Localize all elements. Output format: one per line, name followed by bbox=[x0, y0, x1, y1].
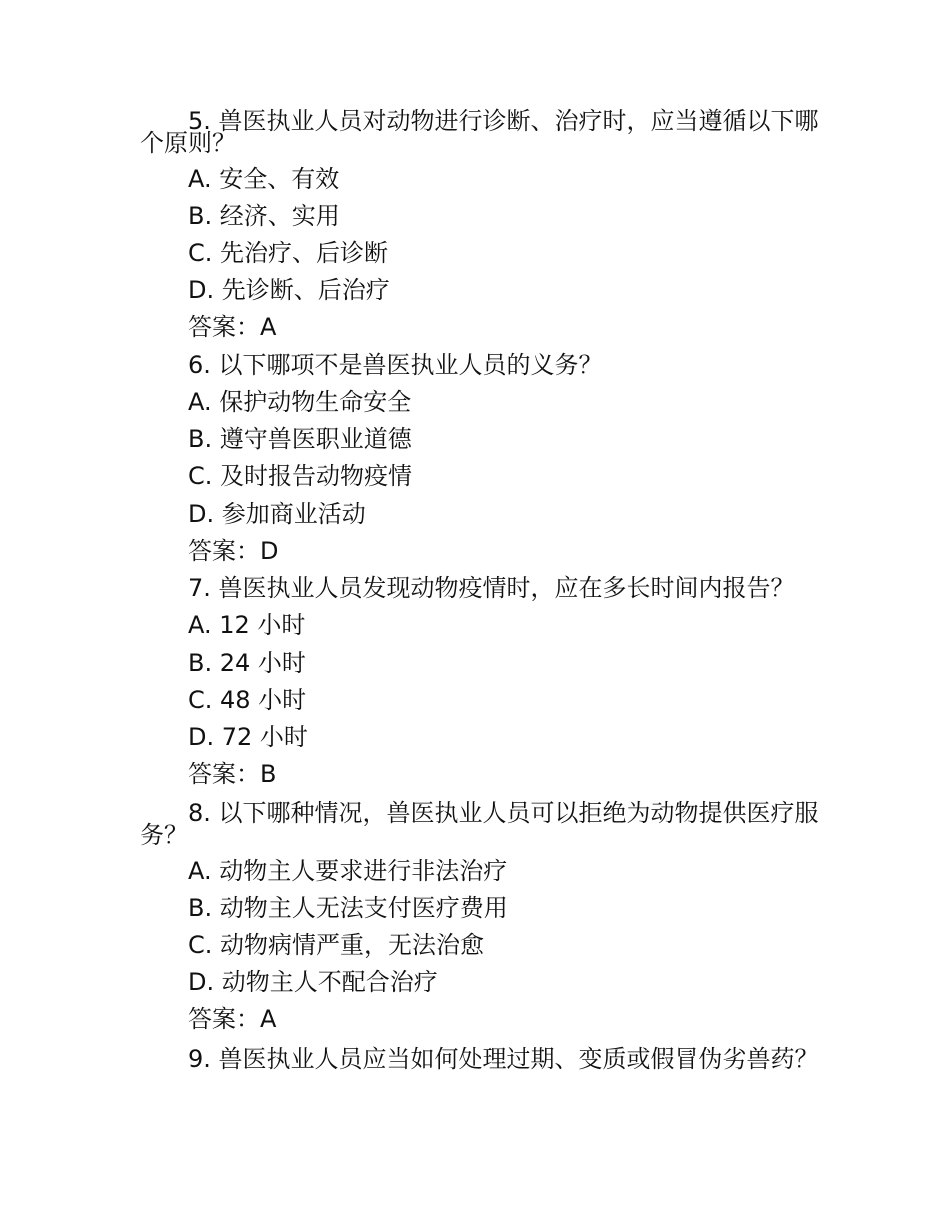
option-6-a: A. 保护动物生命安全 bbox=[188, 388, 412, 416]
option-6-b: B. 遵守兽医职业道德 bbox=[188, 425, 412, 453]
answer-6: 答案：D bbox=[188, 537, 279, 565]
option-8-c: C. 动物病情严重，无法治愈 bbox=[188, 931, 485, 959]
option-5-b: B. 经济、实用 bbox=[188, 202, 340, 230]
question-8: 8. 以下哪种情况，兽医执业人员可以拒绝为动物提供医疗服务？ bbox=[140, 799, 819, 849]
question-9: 9. 兽医执业人员应当如何处理过期、变质或假冒伪劣兽药？ bbox=[188, 1045, 819, 1073]
option-8-d: D. 动物主人不配合治疗 bbox=[188, 968, 438, 996]
option-5-d: D. 先诊断、后治疗 bbox=[188, 276, 390, 304]
option-8-b: B. 动物主人无法支付医疗费用 bbox=[188, 894, 508, 922]
option-7-d: D. 72 小时 bbox=[188, 723, 308, 751]
question-7: 7. 兽医执业人员发现动物疫情时，应在多长时间内报告？ bbox=[188, 574, 795, 602]
option-6-c: C. 及时报告动物疫情 bbox=[188, 462, 413, 490]
question-5: 5. 兽医执业人员对动物进行诊断、治疗时，应当遵循以下哪个原则？ bbox=[140, 107, 819, 157]
option-5-a: A. 安全、有效 bbox=[188, 165, 340, 193]
question-6: 6. 以下哪项不是兽医执业人员的义务？ bbox=[188, 351, 603, 379]
answer-8: 答案：A bbox=[188, 1005, 277, 1033]
answer-7: 答案：B bbox=[188, 760, 277, 788]
option-5-c: C. 先治疗、后诊断 bbox=[188, 239, 389, 267]
answer-5: 答案：A bbox=[188, 313, 277, 341]
option-6-d: D. 参加商业活动 bbox=[188, 500, 366, 528]
option-7-a: A. 12 小时 bbox=[188, 611, 306, 639]
option-7-c: C. 48 小时 bbox=[188, 686, 307, 714]
option-7-b: B. 24 小时 bbox=[188, 649, 306, 677]
option-8-a: A. 动物主人要求进行非法治疗 bbox=[188, 857, 508, 885]
